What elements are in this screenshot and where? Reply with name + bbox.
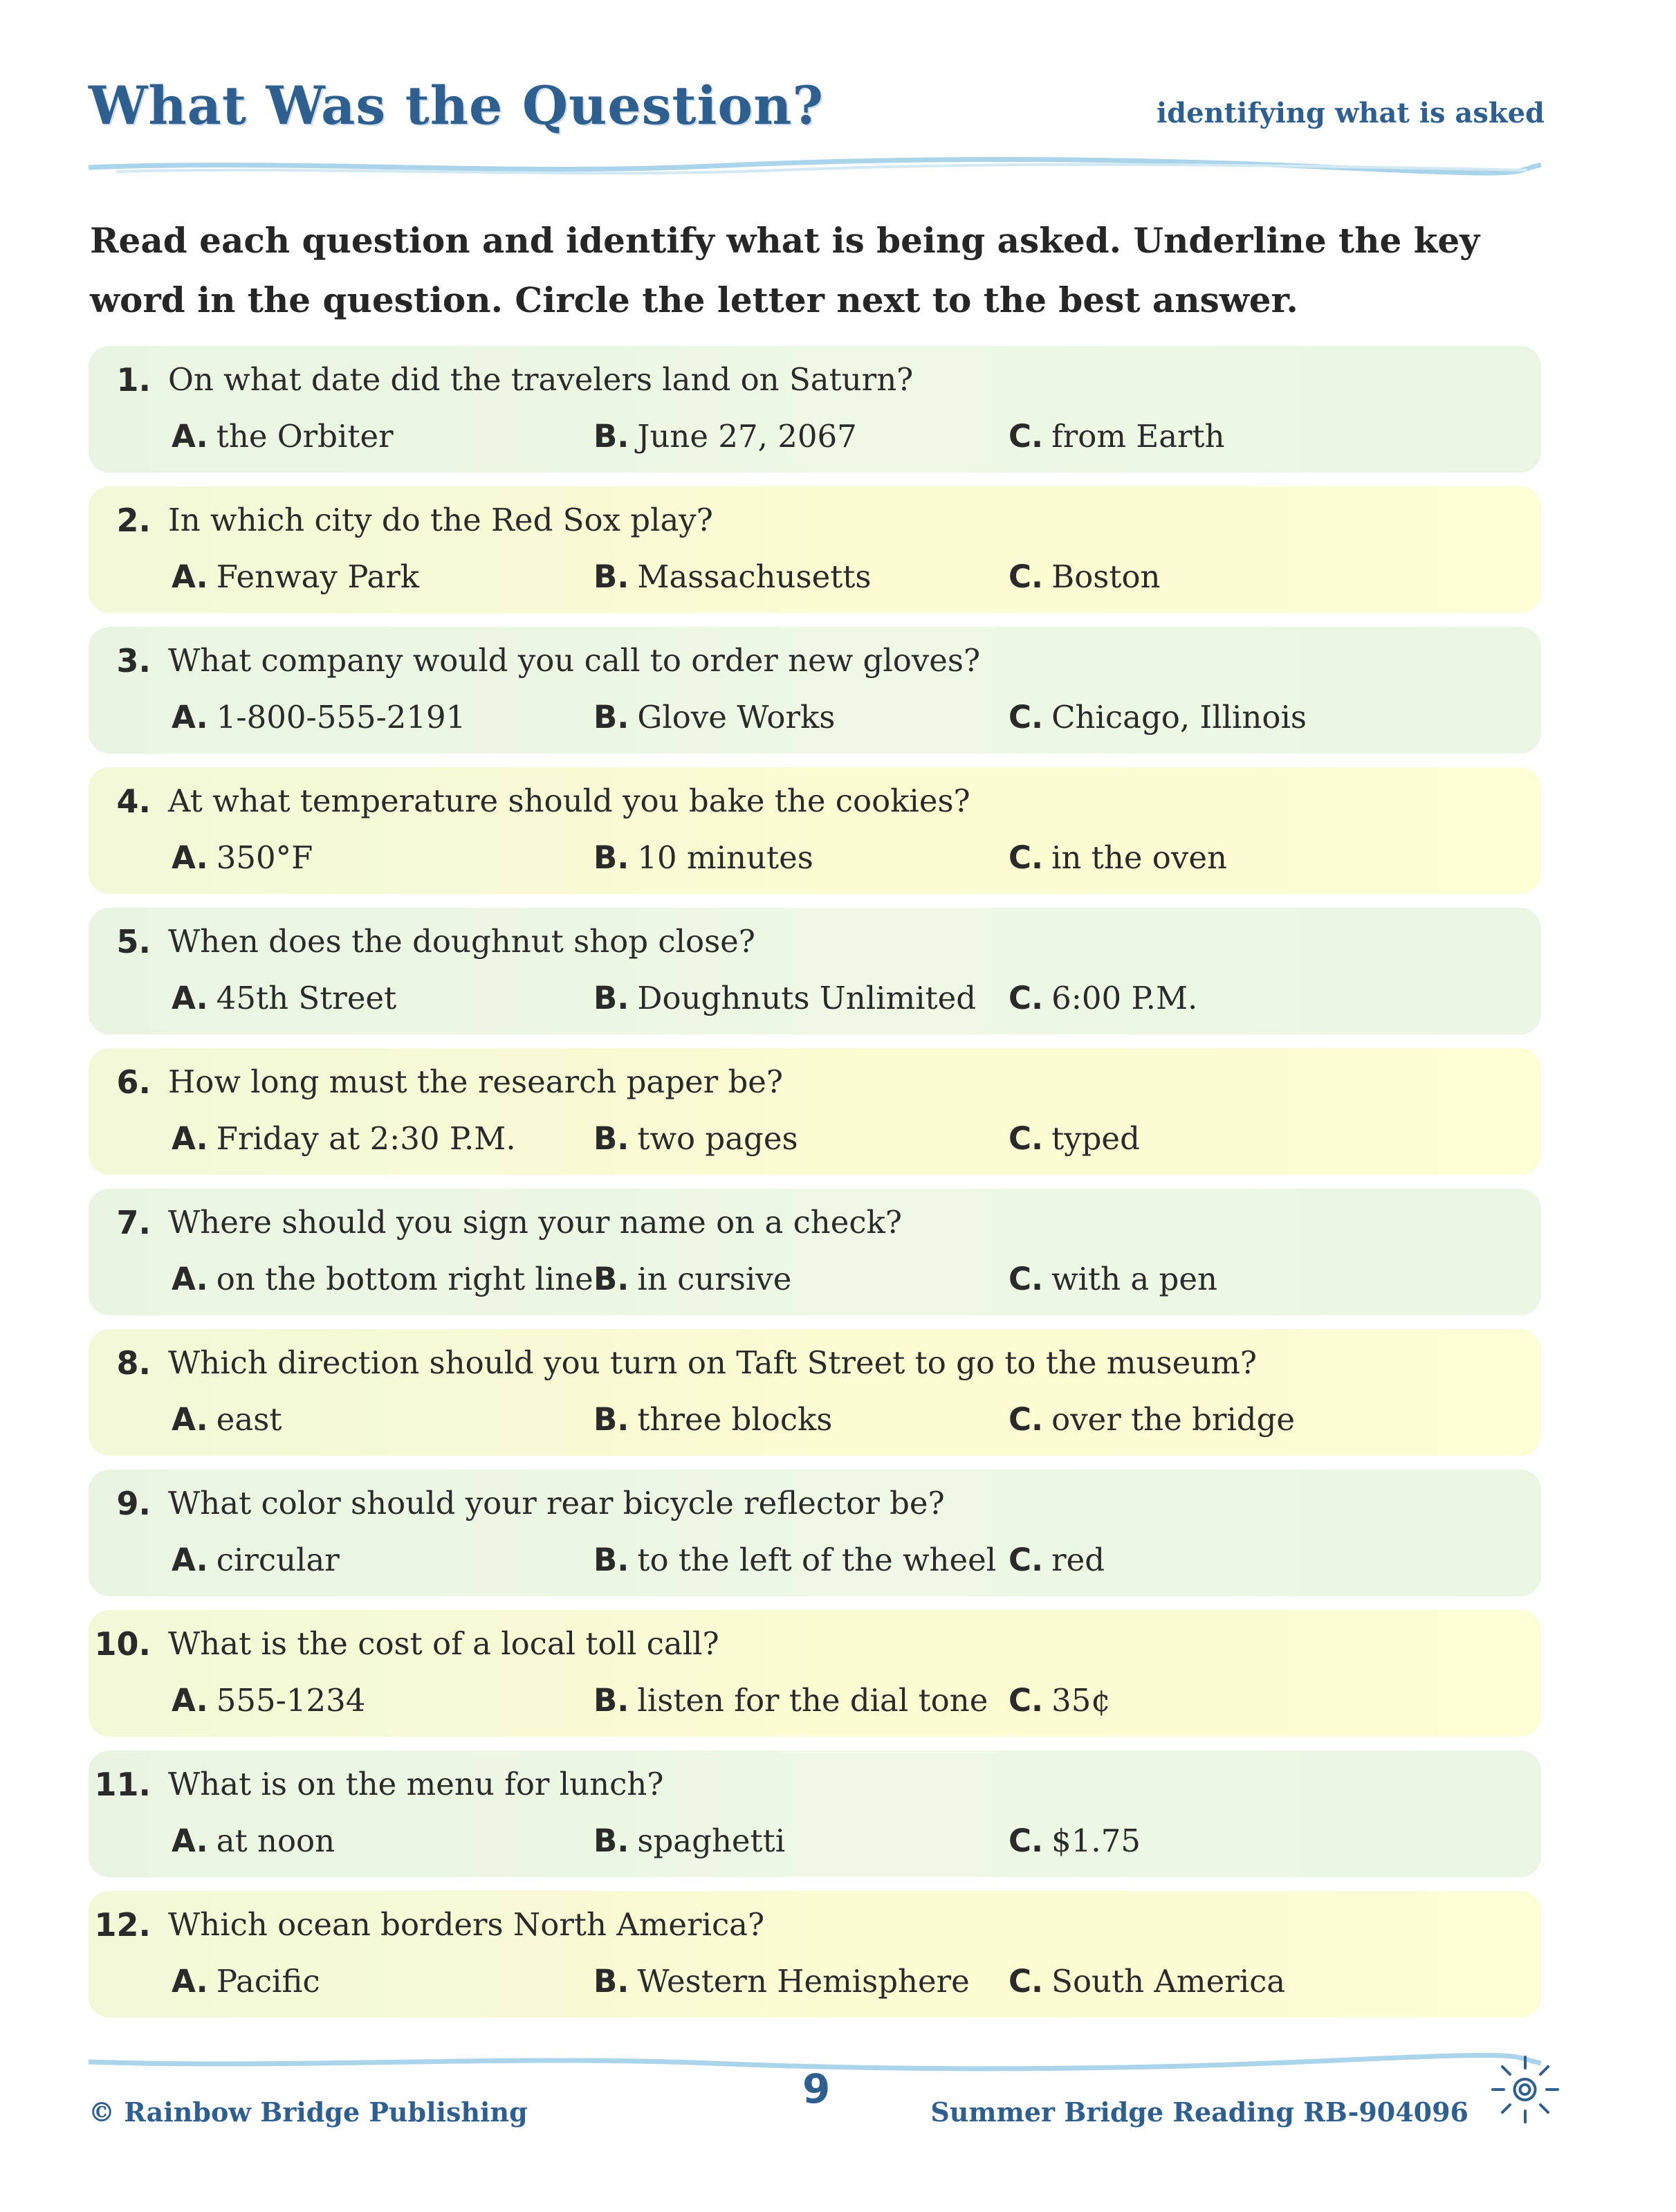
answer-option-c[interactable]	[1009, 418, 1225, 455]
option-text: 350°F	[216, 839, 313, 876]
question-number: 5.	[116, 923, 151, 960]
sun-logo-icon	[1487, 2051, 1563, 2128]
answer-option-b[interactable]	[593, 1401, 832, 1438]
question-row	[89, 1189, 1541, 1315]
question-row	[89, 1329, 1541, 1456]
instructions: Read each question and identify what is being asked. Underline the key word in the question. Circle the letter next to the best answer.	[90, 220, 1480, 320]
option-text: circular	[216, 1542, 340, 1578]
question-text: What company would you call to order new gloves?	[168, 642, 981, 679]
answer-option-a[interactable]	[172, 558, 419, 595]
option-text: Glove Works	[637, 699, 836, 735]
option-text: 35¢	[1051, 1682, 1112, 1719]
answer-option-a[interactable]	[172, 1120, 516, 1157]
option-text: 45th Street	[216, 980, 397, 1016]
option-text: listen for the dial tone	[637, 1682, 988, 1719]
option-text: two pages	[637, 1120, 798, 1157]
option-letter: A.	[172, 839, 208, 876]
answer-option-a[interactable]	[172, 1963, 320, 2000]
option-text: in the oven	[1051, 839, 1227, 876]
question-text: How long must the research paper be?	[168, 1063, 784, 1100]
option-letter: B.	[593, 558, 629, 595]
option-letter: C.	[1009, 418, 1044, 455]
answer-option-c[interactable]	[1009, 1822, 1141, 1859]
answer-option-a[interactable]	[172, 699, 466, 735]
question-row	[89, 627, 1541, 753]
question-number: 4.	[116, 783, 151, 820]
option-letter: A.	[172, 1822, 208, 1859]
option-letter: A.	[172, 1682, 208, 1719]
answer-option-b[interactable]	[593, 418, 857, 455]
option-letter: C.	[1009, 839, 1044, 876]
option-letter: B.	[593, 980, 629, 1016]
option-text: from Earth	[1051, 418, 1225, 455]
option-letter: A.	[172, 1542, 208, 1578]
option-letter: A.	[172, 1120, 208, 1157]
option-text: east	[216, 1401, 282, 1438]
option-letter: C.	[1009, 1822, 1044, 1859]
option-letter: C.	[1009, 1682, 1044, 1719]
series-label: Summer Bridge Reading RB-904096	[930, 2096, 1468, 2128]
question-number: 10.	[94, 1625, 151, 1663]
answer-option-b[interactable]	[593, 1120, 798, 1157]
question-number: 11.	[94, 1766, 151, 1803]
question-number: 12.	[94, 1906, 151, 1944]
skill-subtitle: identifying what is asked	[1156, 97, 1545, 129]
answer-option-a[interactable]	[172, 839, 313, 876]
answer-option-b[interactable]	[593, 1963, 970, 2000]
answer-option-c[interactable]	[1009, 1120, 1140, 1157]
option-text: Doughnuts Unlimited	[637, 980, 977, 1016]
answer-option-c[interactable]	[1009, 1542, 1105, 1578]
option-text: red	[1051, 1542, 1105, 1578]
option-text: Chicago, Illinois	[1051, 699, 1307, 735]
option-text: Western Hemisphere	[637, 1963, 970, 2000]
option-text: Massachusetts	[637, 558, 872, 595]
option-letter: A.	[172, 980, 208, 1016]
option-letter: C.	[1009, 558, 1044, 595]
question-text: Which ocean borders North America?	[168, 1906, 765, 1943]
option-text: in cursive	[637, 1261, 792, 1297]
header-wave-divider	[89, 152, 1541, 180]
option-text: Boston	[1051, 558, 1161, 595]
answer-option-a[interactable]	[172, 1542, 340, 1578]
answer-option-a[interactable]	[172, 1822, 335, 1859]
question-number: 3.	[116, 642, 151, 679]
answer-option-a[interactable]	[172, 1401, 282, 1438]
answer-option-b[interactable]	[593, 980, 976, 1016]
option-letter: B.	[593, 1963, 629, 2000]
option-letter: B.	[593, 1401, 629, 1438]
question-row	[89, 1610, 1541, 1737]
option-letter: C.	[1009, 980, 1044, 1016]
option-text: 6:00 P.M.	[1051, 980, 1198, 1016]
option-letter: A.	[172, 1963, 208, 2000]
page-title: What Was the Question?	[89, 75, 824, 136]
question-number: 7.	[116, 1204, 151, 1241]
question-number: 8.	[116, 1344, 151, 1382]
answer-option-b[interactable]	[593, 1542, 996, 1578]
option-letter: C.	[1009, 1401, 1044, 1438]
option-letter: A.	[172, 699, 208, 735]
question-row	[89, 1891, 1541, 2018]
answer-option-c[interactable]	[1009, 980, 1197, 1016]
question-number: 1.	[116, 361, 151, 399]
answer-option-c[interactable]	[1009, 1261, 1217, 1297]
question-text: When does the doughnut shop close?	[168, 923, 755, 960]
option-letter: C.	[1009, 1542, 1044, 1578]
option-text: June 27, 2067	[637, 418, 857, 455]
answer-option-b[interactable]	[593, 1682, 988, 1719]
question-row	[89, 767, 1541, 894]
option-text: Pacific	[216, 1963, 320, 2000]
option-letter: B.	[593, 1682, 629, 1719]
answer-option-b[interactable]	[593, 839, 813, 876]
answer-option-c[interactable]	[1009, 1401, 1295, 1438]
page-number: 9	[802, 2065, 831, 2112]
option-text: on the bottom right line	[216, 1261, 593, 1297]
option-letter: A.	[172, 1261, 208, 1297]
question-number: 9.	[116, 1485, 151, 1522]
option-letter: B.	[593, 1822, 629, 1859]
option-letter: B.	[593, 1120, 629, 1157]
option-letter: B.	[593, 418, 629, 455]
option-letter: A.	[172, 558, 208, 595]
answer-option-c[interactable]	[1009, 1963, 1285, 2000]
question-text: What color should your rear bicycle reflector be?	[168, 1485, 945, 1521]
option-letter: B.	[593, 1261, 629, 1297]
question-text: What is the cost of a local toll call?	[168, 1625, 719, 1662]
answer-option-c[interactable]	[1009, 839, 1227, 876]
option-letter: C.	[1009, 1963, 1044, 2000]
option-letter: A.	[172, 1401, 208, 1438]
option-text: at noon	[216, 1822, 335, 1859]
option-text: typed	[1051, 1120, 1140, 1157]
answer-option-a[interactable]	[172, 418, 394, 455]
option-text: three blocks	[637, 1401, 833, 1438]
answer-option-b[interactable]	[593, 1261, 791, 1297]
question-row	[89, 908, 1541, 1034]
question-number: 6.	[116, 1063, 151, 1101]
option-letter: B.	[593, 1542, 629, 1578]
answer-option-a[interactable]	[172, 980, 396, 1016]
option-letter: C.	[1009, 1120, 1044, 1157]
option-text: the Orbiter	[216, 418, 394, 455]
option-text: 10 minutes	[637, 839, 813, 876]
option-text: with a pen	[1051, 1261, 1217, 1297]
option-text: Fenway Park	[216, 558, 420, 595]
answer-option-b[interactable]	[593, 1822, 785, 1859]
question-text: Which direction should you turn on Taft Street to go to the museum?	[168, 1344, 1257, 1381]
question-text: At what temperature should you bake the cookies?	[168, 783, 970, 819]
option-text: South America	[1051, 1963, 1286, 2000]
option-letter: B.	[593, 699, 629, 735]
publisher-credit: © Rainbow Bridge Publishing	[89, 2096, 528, 2128]
question-row	[89, 346, 1541, 473]
option-letter: C.	[1009, 699, 1044, 735]
question-row	[89, 1751, 1541, 1877]
question-text: In which city do the Red Sox play?	[168, 502, 713, 538]
option-text: 1-800-555-2191	[216, 699, 466, 735]
option-text: to the left of the wheel	[637, 1542, 997, 1578]
question-text: What is on the menu for lunch?	[168, 1766, 664, 1802]
answer-option-c[interactable]	[1009, 699, 1307, 735]
question-row	[89, 486, 1541, 613]
option-text: 555-1234	[216, 1682, 366, 1719]
option-text: Friday at 2:30 P.M.	[216, 1120, 516, 1157]
option-letter: B.	[593, 839, 629, 876]
answer-option-a[interactable]	[172, 1261, 593, 1297]
question-text: Where should you sign your name on a check?	[168, 1204, 902, 1241]
answer-option-c[interactable]	[1009, 1682, 1111, 1719]
answer-option-c[interactable]	[1009, 558, 1161, 595]
question-text: On what date did the travelers land on Saturn?	[168, 361, 914, 398]
answer-option-a[interactable]	[172, 1682, 365, 1719]
option-letter: A.	[172, 418, 208, 455]
question-row	[89, 1048, 1541, 1175]
option-text: $1.75	[1051, 1822, 1141, 1859]
option-letter: C.	[1009, 1261, 1044, 1297]
question-row	[89, 1470, 1541, 1596]
option-text: spaghetti	[637, 1822, 786, 1859]
option-text: over the bridge	[1051, 1401, 1296, 1438]
answer-option-b[interactable]	[593, 699, 835, 735]
question-list	[89, 346, 1541, 2031]
question-number: 2.	[116, 502, 151, 539]
answer-option-b[interactable]	[593, 558, 871, 595]
